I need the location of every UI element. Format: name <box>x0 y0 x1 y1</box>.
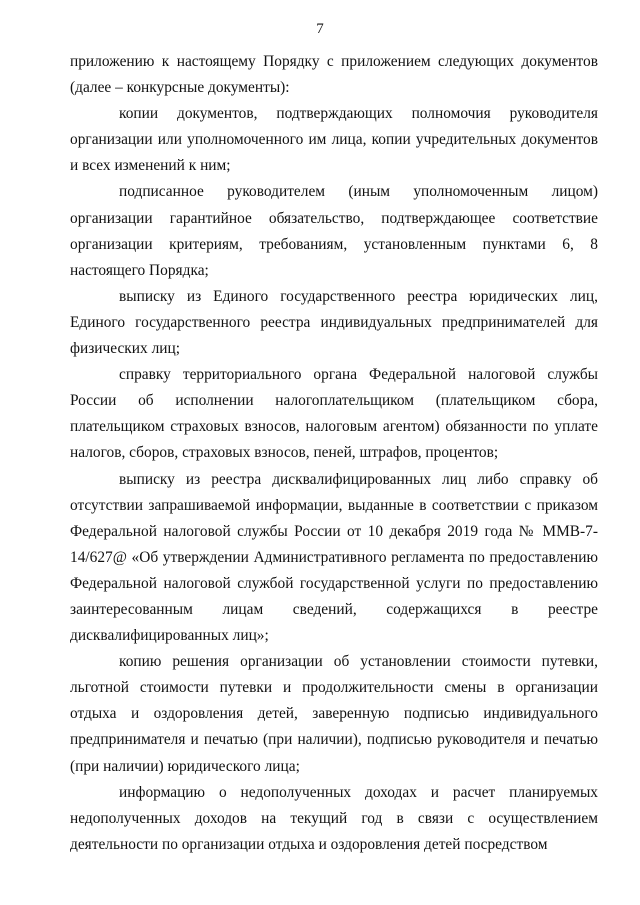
page-number: 7 <box>316 21 324 37</box>
paragraph-tax-certificate: справку территориального органа Федеральной налоговой службы России об исполнении налогоплательщиком (плательщиком сбора, плательщиком страховых взносов, налоговым агентом) обязанности по уплате налогов, сборов, страховых взносов, пеней, штрафов, процентов; <box>70 366 598 462</box>
paragraph-intro-continuation: приложению к настоящему Порядку с приложением следующих документов (далее – конкурсные документы): <box>70 53 598 97</box>
paragraph-guarantee-obligation: подписанное руководителем (иным уполномоченным лицом) организации гарантийное обязательство, подтверждающее соответствие организации критериям, требованиям, установленным пунктами 6, 8 настоящего Порядка; <box>70 183 598 279</box>
paragraph-voucher-cost-decision: копию решения организации об установлении стоимости путевки, льготной стоимости путевки и продолжительности смены в организации отдыха и оздоровления детей, заверенную подписью индивидуального предпринимателя и печатью (при наличии), подписью руководителя и печатью (при наличии) юридического лица; <box>70 653 598 775</box>
paragraph-disqualification-registry: выписку из реестра дисквалифицированных лиц либо справку об отсутствии запрашиваемой информации, выданные в соответствии с приказом Федеральной налоговой службы России от 10 декабря 2019 года № ММВ-7-14/627@ «Об утверждении Административного регламента по предоставлению Федеральной налоговой службой государственной услуги по предоставлению заинтересованным лицам сведений, содержащихся в реестре дисквалифицированных лиц»; <box>70 470 598 645</box>
paragraph-registry-extract: выписку из Единого государственного реестра юридических лиц, Единого государственного реестра индивидуальных предпринимателей для физических лиц; <box>70 287 598 358</box>
paragraph-lost-income-info: информацию о недополученных доходах и расчет планируемых недополученных доходов на текущий год в связи с осуществлением деятельности по организации отдыха и оздоровления детей посредством <box>70 783 598 853</box>
document-body <box>70 49 598 858</box>
paragraph-constituent-documents: копии документов, подтверждающих полномочия руководителя организации или уполномоченного им лица, копии учредительных документов и всех изменений к ним; <box>70 105 598 175</box>
